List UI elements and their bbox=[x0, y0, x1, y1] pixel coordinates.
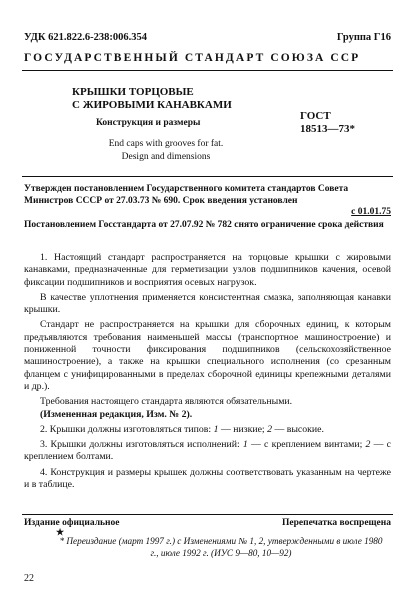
approval-text: Утвержден постановлением Государственного комитета стандартов Совета Министров СССР от 27.03.73 № 690. Срок введения установлен bbox=[24, 184, 349, 206]
amendment-note: (Измененная редакция, Изм. № 2). bbox=[40, 408, 193, 420]
gost-label: ГОСТ bbox=[300, 110, 331, 122]
title-line-1: КРЫШКИ ТОРЦОВЫЕ bbox=[72, 86, 194, 98]
reedition-note: * Переиздание (март 1997 г.) с Изменениями № 1, 2, утвержденными в июле 1980 г., июле 1992 г. (ИУС 9—80, 10—92) bbox=[59, 536, 383, 558]
official-edition-label: Издание официальное bbox=[24, 518, 120, 528]
document-title bbox=[72, 86, 232, 112]
decree-text: Постановлением Госстандарта от 27.07.92 № 782 снято ограничение срока действия bbox=[24, 220, 384, 230]
paragraph-1: 1. Настоящий стандарт распространяется на торцовые крышки с жировыми канавками, предназначенные для герметизации узлов подшипников качения, осевой фиксации подшипников и восприятия осевых нагрузок. bbox=[24, 252, 391, 288]
footer-divider bbox=[22, 514, 393, 515]
paragraph-4: Требования настоящего стандарта являются обязательными. bbox=[40, 396, 293, 408]
group-code: Группа Г16 bbox=[336, 32, 391, 43]
title-divider bbox=[22, 176, 393, 177]
page-number: 22 bbox=[24, 573, 34, 584]
effective-date: с 01.01.75 bbox=[351, 207, 391, 217]
reprint-prohibited-label: Перепечатка воспрещена bbox=[281, 518, 391, 528]
star-icon: ★ bbox=[56, 527, 65, 537]
udk-code: УДК 621.822.6-238:006.354 bbox=[24, 32, 147, 43]
paragraph-5: 2. Крышки должны изготовляться типов: 1 — низкие; 2 — высокие. bbox=[40, 423, 324, 435]
english-title bbox=[95, 138, 237, 164]
paragraph-2: В качестве уплотнения применяется консистентная смазка, заполняющая канавки крышки. bbox=[24, 291, 391, 316]
title-line-2: С ЖИРОВЫМИ КАНАВКАМИ bbox=[72, 99, 232, 111]
gost-designation bbox=[300, 110, 355, 136]
paragraph-7: 4. Конструкция и размеры крышек должны соответствовать указанным на чертеже и в таблице. bbox=[24, 466, 391, 491]
paragraph-3: Стандарт не распространяется на крышки для сборочных единиц, к которым предъявляются требования наименьшей массы (транспортное машиностроение) и пониженной точности фиксирования подшипников (сельскохозяйственное машиностроение), а также на крышки специального исполнения (со срезанным фланцем с унифицированными в пределах сборочной единицы крепежными деталями и др.). bbox=[24, 319, 391, 392]
english-title-line-1: End caps with grooves for fat. bbox=[108, 139, 224, 149]
header-divider bbox=[22, 70, 393, 71]
gost-number: 18513—73* bbox=[300, 123, 355, 135]
document-body bbox=[24, 252, 391, 494]
standard-heading: ГОСУДАРСТВЕННЫЙ СТАНДАРТ СОЮЗА ССР bbox=[24, 52, 361, 64]
paragraph-6: 3. Крышки должны изготовляться исполнений: 1 — с креплением винтами; 2 — с креплением болтами. bbox=[24, 439, 391, 463]
document-subtitle: Конструкция и размеры bbox=[96, 118, 201, 128]
english-title-line-2: Design and dimensions bbox=[121, 152, 211, 162]
